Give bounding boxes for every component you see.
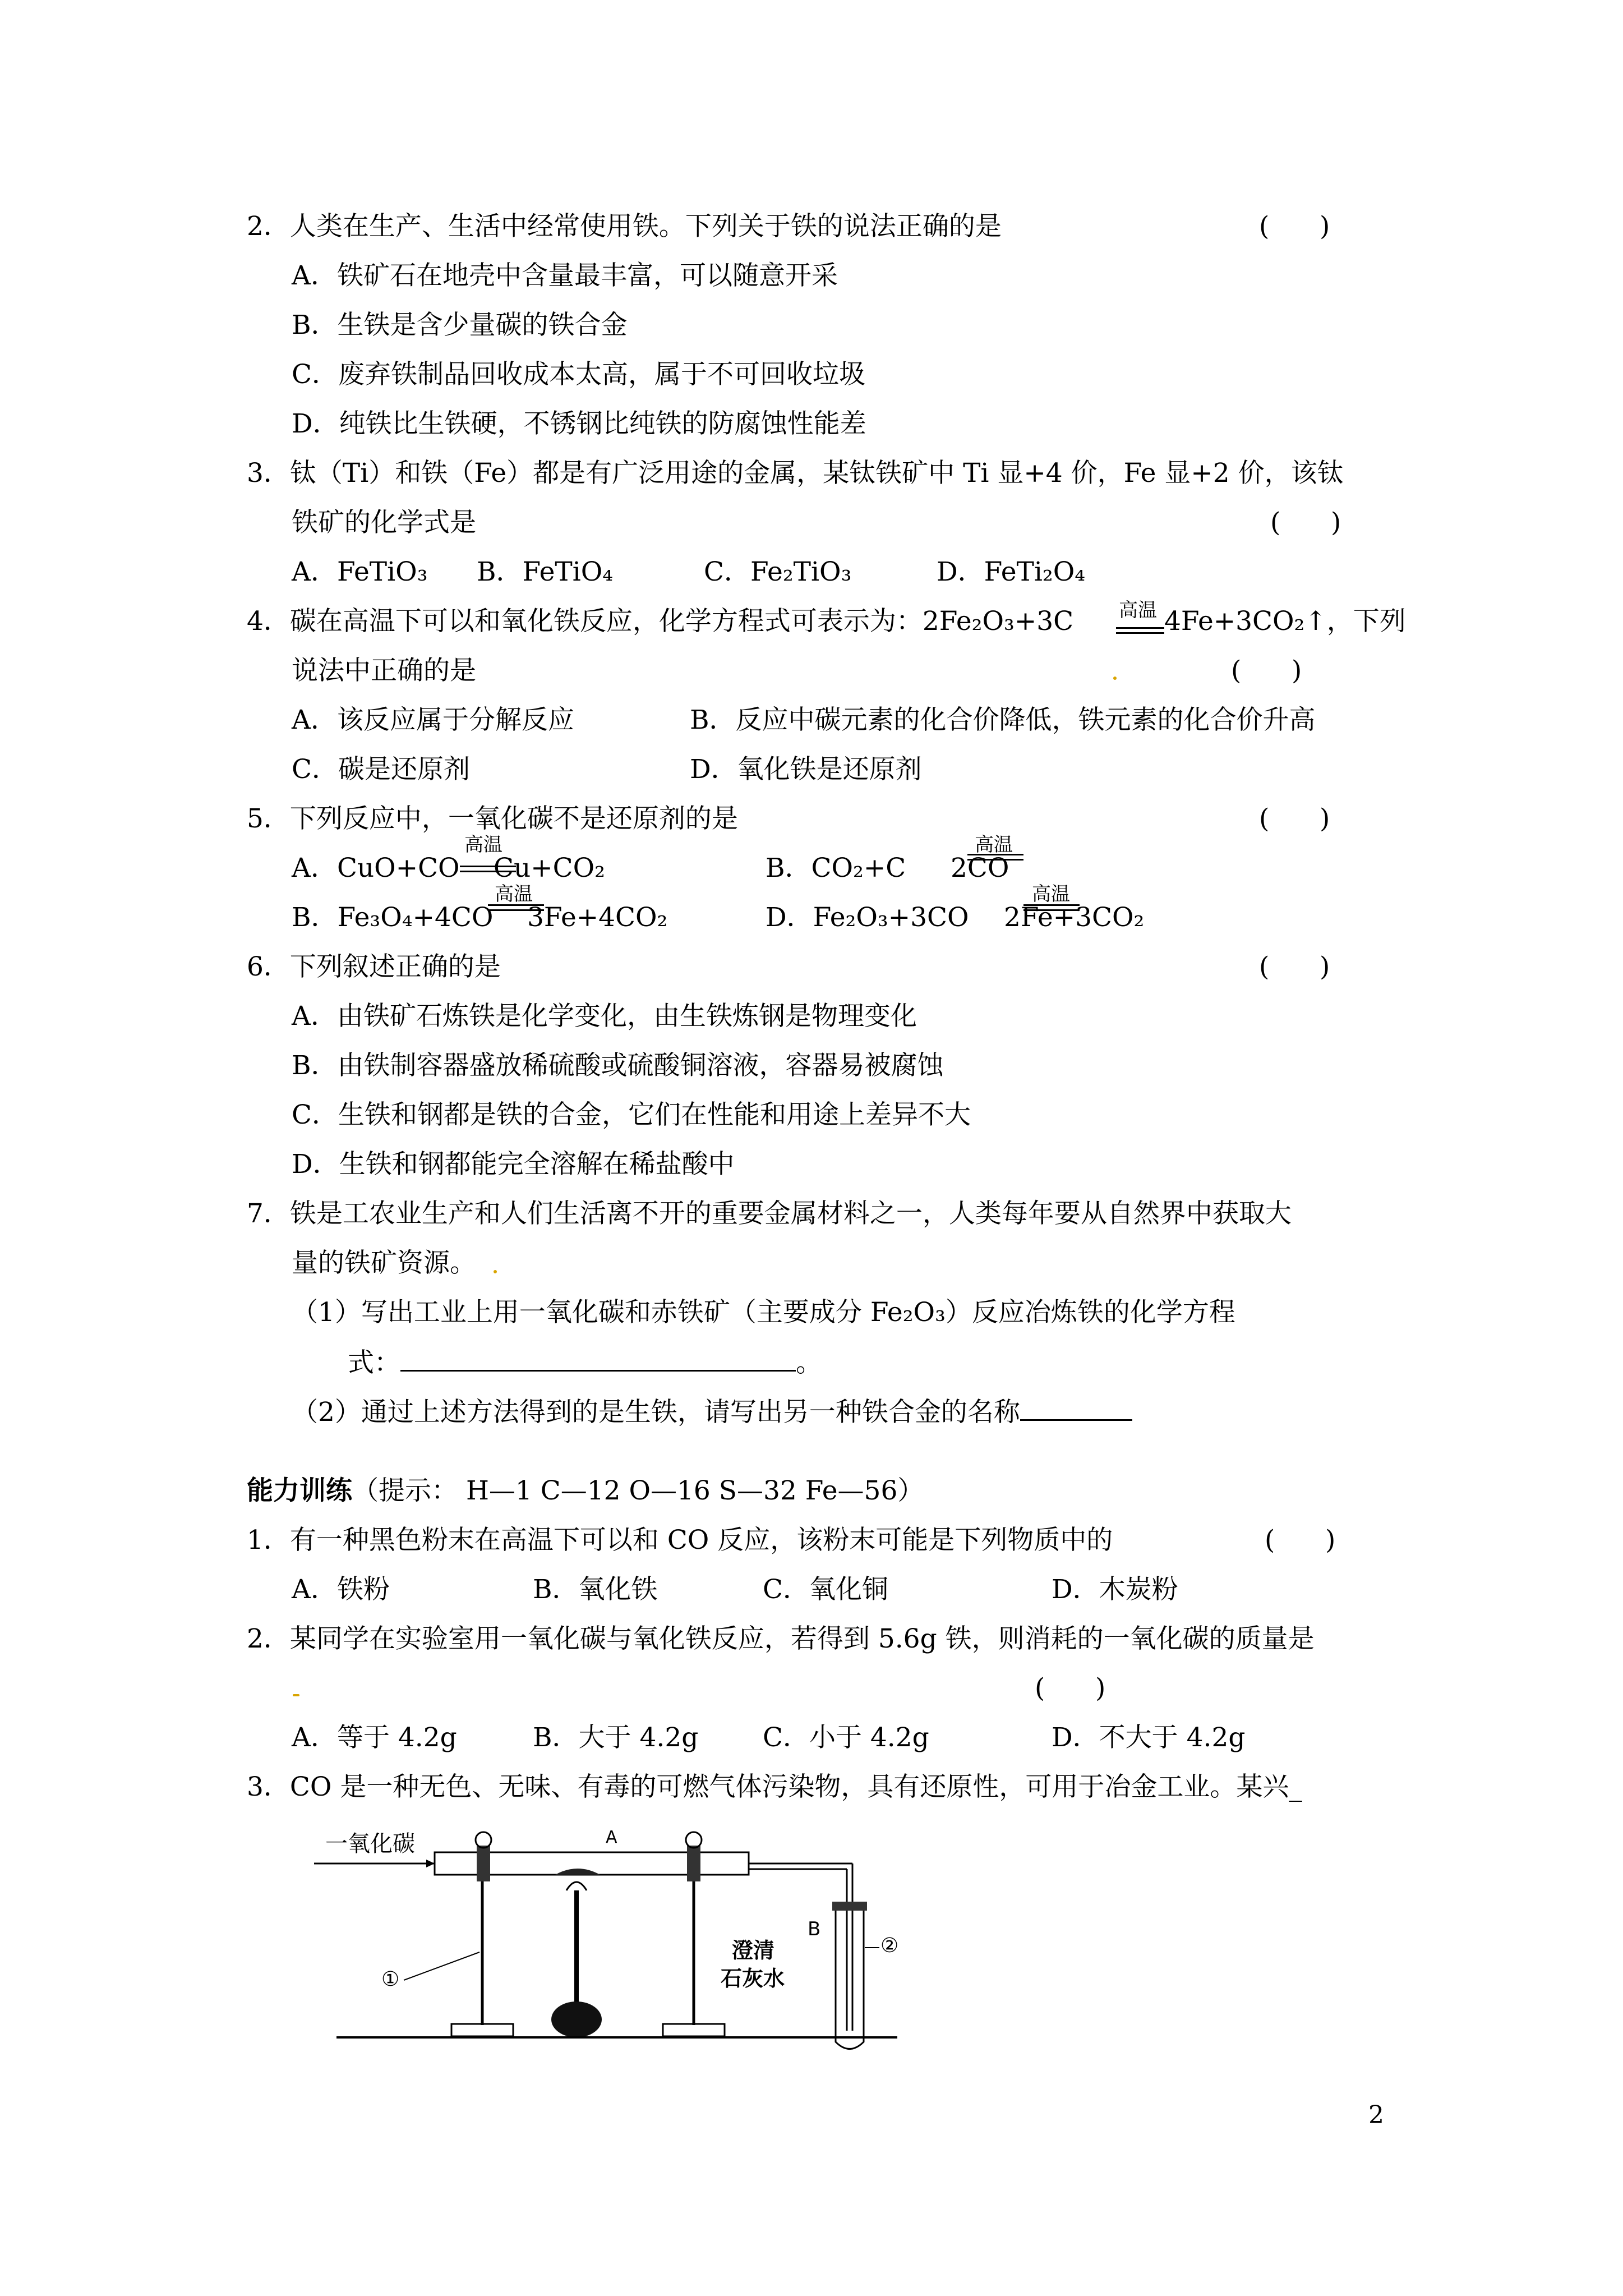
q4-option-c: C．碳是还原剂 xyxy=(292,754,470,785)
q7-part1-suffix: 。 xyxy=(796,1347,822,1378)
q5-option-d-left: D．Fe₂O₃+3CO xyxy=(766,902,969,933)
q5-option-a-right: Cu+CO₂ xyxy=(494,853,605,884)
alcohol-lamp xyxy=(551,2001,602,2037)
q5-answer-paren: ( ) xyxy=(1259,803,1330,834)
q4-stem-line1a: 4．碳在高温下可以和氧化铁反应，化学方程式可表示为：2Fe₂O₃+3C xyxy=(247,606,1074,637)
aq1-option-d: D．木炭粉 xyxy=(1052,1574,1178,1605)
q6-answer-paren: ( ) xyxy=(1259,951,1330,982)
aq2-option-a: A．等于 4.2g xyxy=(292,1722,457,1753)
aq2-option-d: D．不大于 4.2g xyxy=(1052,1722,1246,1753)
q6-option-d: D．生铁和钢都能完全溶解在稀盐酸中 xyxy=(292,1149,735,1180)
q5-option-a-left: A．CuO+CO xyxy=(292,853,460,884)
q4-answer-paren: ( ) xyxy=(1231,655,1302,686)
q2-stem: 2．人类在生产、生活中经常使用铁。下列关于铁的说法正确的是 xyxy=(247,211,1002,242)
q6-option-a: A．由铁矿石炼铁是化学变化，由生铁炼钢是物理变化 xyxy=(292,1001,917,1032)
q5-option-b-left: B．CO₂+C xyxy=(766,853,906,884)
aq1-answer-paren: ( ) xyxy=(1265,1525,1336,1556)
q6-stem: 6．下列叙述正确的是 xyxy=(247,951,501,982)
q2-option-d: D．纯铁比生铁硬，不锈钢比纯铁的防腐蚀性能差 xyxy=(292,408,866,439)
q3-stem-line2: 铁矿的化学式是 xyxy=(292,507,476,538)
q2-option-b: B．生铁是含少量碳的铁合金 xyxy=(292,310,628,341)
aq1-stem: 1．有一种黑色粉末在高温下可以和 CO 反应，该粉末可能是下列物质中的 xyxy=(247,1525,1113,1556)
q3-option-a: A．FeTiO₃ xyxy=(292,556,428,587)
q4-option-b: B．反应中碳元素的化合价降低，铁元素的化合价升高 xyxy=(690,705,1316,735)
limewater-label-2: 石灰水 xyxy=(721,1966,785,1991)
limewater-label-1: 澄清 xyxy=(732,1938,775,1963)
q3-option-b: B．FeTiO₄ xyxy=(477,556,614,587)
aq3-stem: 3．CO 是一种无色、无味、有毒的可燃气体污染物，具有还原性，可用于冶金工业。某兴_ xyxy=(247,1772,1302,1802)
q5-option-c-condition: 高温 xyxy=(495,883,533,905)
circle-1-label: ① xyxy=(381,1968,400,1991)
aq1-option-b: B．氧化铁 xyxy=(533,1574,658,1605)
apparatus-figure xyxy=(314,1818,909,2053)
sample-powder xyxy=(555,1869,600,1875)
label-b: B xyxy=(808,1918,821,1940)
q5-option-a-condition: 高温 xyxy=(464,834,502,856)
q2-answer-paren: ( ) xyxy=(1259,211,1330,242)
q7-part2-text: （2）通过上述方法得到的是生铁，请写出另一种铁合金的名称 xyxy=(292,1397,1020,1428)
q6-option-b: B．由铁制容器盛放稀硫酸或硫酸铜溶液，容器易被腐蚀 xyxy=(292,1050,944,1081)
q7-part1-line1: （1）写出工业上用一氧化碳和赤铁矿（主要成分 Fe₂O₃）反应冶炼铁的化学方程 xyxy=(292,1297,1235,1328)
q4-condition: 高温 xyxy=(1119,599,1157,622)
q5-stem: 5．下列反应中，一氧化碳不是还原剂的是 xyxy=(247,803,738,834)
ability-title: 能力训练 xyxy=(247,1475,352,1506)
test-tube xyxy=(836,1907,864,2049)
aq1-option-a: A．铁粉 xyxy=(292,1574,390,1605)
ability-hint: （提示： H—1 C—12 O—16 S—32 Fe—56） xyxy=(352,1475,924,1506)
page-number: 2 xyxy=(1368,2101,1384,2129)
q2-option-c: C．废弃铁制品回收成本太高，属于不可回收垃圾 xyxy=(292,359,865,390)
q4-stem-line2: 说法中正确的是 xyxy=(292,655,476,686)
q7-part1-prefix: 式： xyxy=(348,1347,400,1378)
q4-equals-sign xyxy=(1116,627,1164,634)
q4-stem-line1b: 4Fe+3CO₂↑，下列 xyxy=(1164,606,1406,637)
aq1-option-c: C．氧化铜 xyxy=(763,1574,888,1605)
q3-stem-line1: 3．钛（Ti）和铁（Fe）都是有广泛用途的金属，某钛铁矿中 Ti 显+4 价，Fe 显+2 价，该钛 xyxy=(247,458,1344,489)
q7-part2 xyxy=(292,1395,1132,1429)
circle-2-label: ② xyxy=(880,1934,899,1957)
q7-stem-line1: 7．铁是工农业生产和人们生活离不开的重要金属材料之一，人类每年要从自然界中获取大 xyxy=(247,1198,1292,1229)
q7-part1-line2 xyxy=(348,1345,822,1380)
q5-option-c-left: B．Fe₃O₄+4CO xyxy=(292,902,494,933)
stray-dot xyxy=(1113,677,1117,680)
q6-option-c: C．生铁和钢都是铁的合金，它们在性能和用途上差异不大 xyxy=(292,1099,971,1130)
q4-option-d: D．氧化铁是还原剂 xyxy=(690,754,922,785)
q7-part2-answer-blank[interactable] xyxy=(1020,1395,1132,1421)
q5-option-c-right: 3Fe+4CO₂ xyxy=(527,902,668,933)
aq2-stem: 2．某同学在实验室用一氧化碳与氧化铁反应，若得到 5.6g 铁，则消耗的一氧化碳的质量是 xyxy=(247,1623,1315,1654)
stray-dot xyxy=(494,1270,497,1273)
q7-stem-line2: 量的铁矿资源。 xyxy=(292,1248,476,1278)
q5-option-d-right: 2Fe+3CO₂ xyxy=(1004,902,1145,933)
stray-dash xyxy=(293,1694,299,1696)
aq2-answer-paren: ( ) xyxy=(1035,1673,1106,1704)
q2-option-a: A．铁矿石在地壳中含量最丰富，可以随意开采 xyxy=(292,260,838,291)
q5-option-b-condition: 高温 xyxy=(975,834,1013,856)
q7-part1-answer-blank[interactable] xyxy=(400,1345,796,1372)
q3-option-d: D．FeTi₂O₄ xyxy=(937,556,1086,587)
q3-option-c: C．Fe₂TiO₃ xyxy=(704,556,852,587)
q5-option-b-right: 2CO xyxy=(951,853,1009,884)
aq2-option-b: B．大于 4.2g xyxy=(533,1722,699,1753)
q3-answer-paren: ( ) xyxy=(1270,507,1341,538)
q5-option-d-condition: 高温 xyxy=(1032,883,1070,905)
co-label: 一氧化碳 xyxy=(325,1831,415,1857)
aq2-option-c: C．小于 4.2g xyxy=(763,1722,929,1753)
ability-header xyxy=(247,1474,924,1508)
label-a: A xyxy=(606,1828,617,1847)
q4-option-a: A．该反应属于分解反应 xyxy=(292,705,574,735)
